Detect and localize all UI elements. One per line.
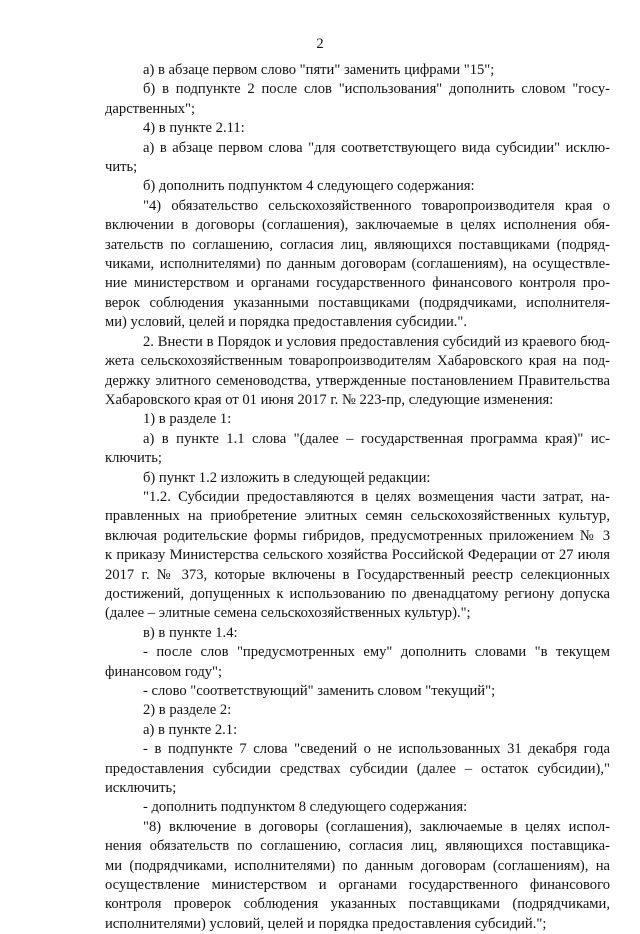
text-line: "8) включение в договоры (соглашения), заключаемые в целях испол-: [143, 818, 610, 835]
text-line: Хабаровского края от 01 июня 2017 г. № 223-пр, следующие изменения:: [105, 391, 554, 408]
text-line: б) пункт 1.2 изложить в следующей редакции:: [143, 469, 431, 486]
text-line: а) в абзаце первом слова "для соответствующего вида субсидии" исклю-: [143, 139, 610, 156]
text-line: жета сельскохозяйственным товаропроизводителям Хабаровского края на под-: [105, 353, 610, 370]
text-line: правленных на приобретение элитных семян сельскохозяйственных культур,: [105, 508, 610, 525]
text-line: исключить;: [105, 780, 177, 797]
text-line: 2. Внести в Порядок и условия предоставления субсидий из краевого бюд-: [143, 333, 610, 350]
text-line: ми) условий, целей и порядка предоставления субсидии.".: [105, 314, 468, 331]
text-line: нения обязательств по соглашению, согласия лиц, являющихся поставщика-: [105, 838, 610, 855]
text-line: верок соблюдения указанными поставщиками (подрядчиками, исполнителя-: [105, 294, 610, 311]
text-line: 2) в разделе 2:: [143, 702, 232, 719]
text-line: 4) в пункте 2.11:: [143, 120, 245, 137]
text-line: ключить;: [105, 450, 162, 467]
text-line: "4) обязательство сельскохозяйственного товаропроизводителя края о: [143, 197, 610, 214]
page-number: 2: [316, 36, 324, 52]
text-line: 2017 г. № 373, которые включены в Государственный реестр селекционных: [105, 566, 610, 583]
text-line: б) в подпункте 2 после слов "использования" дополнить словом "госу-: [143, 81, 610, 98]
text-line: чить;: [105, 159, 138, 176]
text-line: зательств по соглашению, согласия лиц, являющихся поставщиками (подряд-: [105, 236, 610, 253]
text-line: в) в пункте 1.4:: [143, 624, 238, 641]
text-line: - в подпункте 7 слова "сведений о не использованных 31 декабря года: [143, 741, 610, 758]
text-line: предоставления субсидии средствах субсидии (далее – остаток субсидии),": [105, 760, 610, 777]
text-line: чиками, исполнителями) по данным договорам (соглашениям), на осуществле-: [105, 256, 610, 273]
text-line: (далее – элитные семена сельскохозяйственных культур).";: [105, 605, 471, 622]
text-line: - слово "соответствующий" заменить словом "текущий";: [143, 683, 496, 699]
text-line: осуществление министерством и органами государственного финансового: [105, 877, 610, 894]
text-line: включая родительские формы гибридов, предусмотренных приложением № 3: [105, 527, 610, 544]
text-line: - дополнить подпунктом 8 следующего содержания:: [143, 799, 468, 816]
text-line: а) в пункте 1.1 слова "(далее – государственная программа края)" ис-: [143, 430, 610, 447]
text-line: держку элитного семеноводства, утвержденные постановлением Правительства: [105, 372, 610, 389]
text-line: а) в абзаце первом слово "пяти" заменить цифрами "15";: [143, 62, 495, 78]
text-line: финансовом году";: [105, 663, 223, 680]
text-line: - после слов "предусмотренных ему" дополнить словами "в текущем: [143, 644, 610, 661]
text-line: ми (подрядчиками, исполнителями) по данным договорам (соглашениям), на: [105, 857, 610, 874]
text-line: а) в пункте 2.1:: [143, 721, 238, 738]
text-line: дарственных";: [105, 100, 196, 117]
text-line: достижений, допущенных к использованию по двенадцатому региону допуска: [105, 585, 610, 602]
text-line: контроля проверок соблюдения указанных поставщиками (подрядчиками,: [105, 896, 610, 913]
text-line: к приказу Министерства сельского хозяйства Российской Федерации от 27 июля: [105, 547, 610, 564]
document-body: [105, 61, 610, 934]
text-line: включении в договоры (соглашения), заключаемые в целях исполнения обя-: [105, 217, 610, 234]
text-line: исполнителями) условий, целей и порядка предоставления субсидий.";: [105, 915, 547, 932]
text-line: "1.2. Субсидии предоставляются в целях возмещения части затрат, на-: [143, 488, 610, 505]
text-line: б) дополнить подпунктом 4 следующего содержания:: [143, 178, 475, 195]
text-line: ние министерством и органами государственного финансового контроля про-: [105, 275, 610, 292]
text-line: 1) в разделе 1:: [143, 411, 232, 428]
